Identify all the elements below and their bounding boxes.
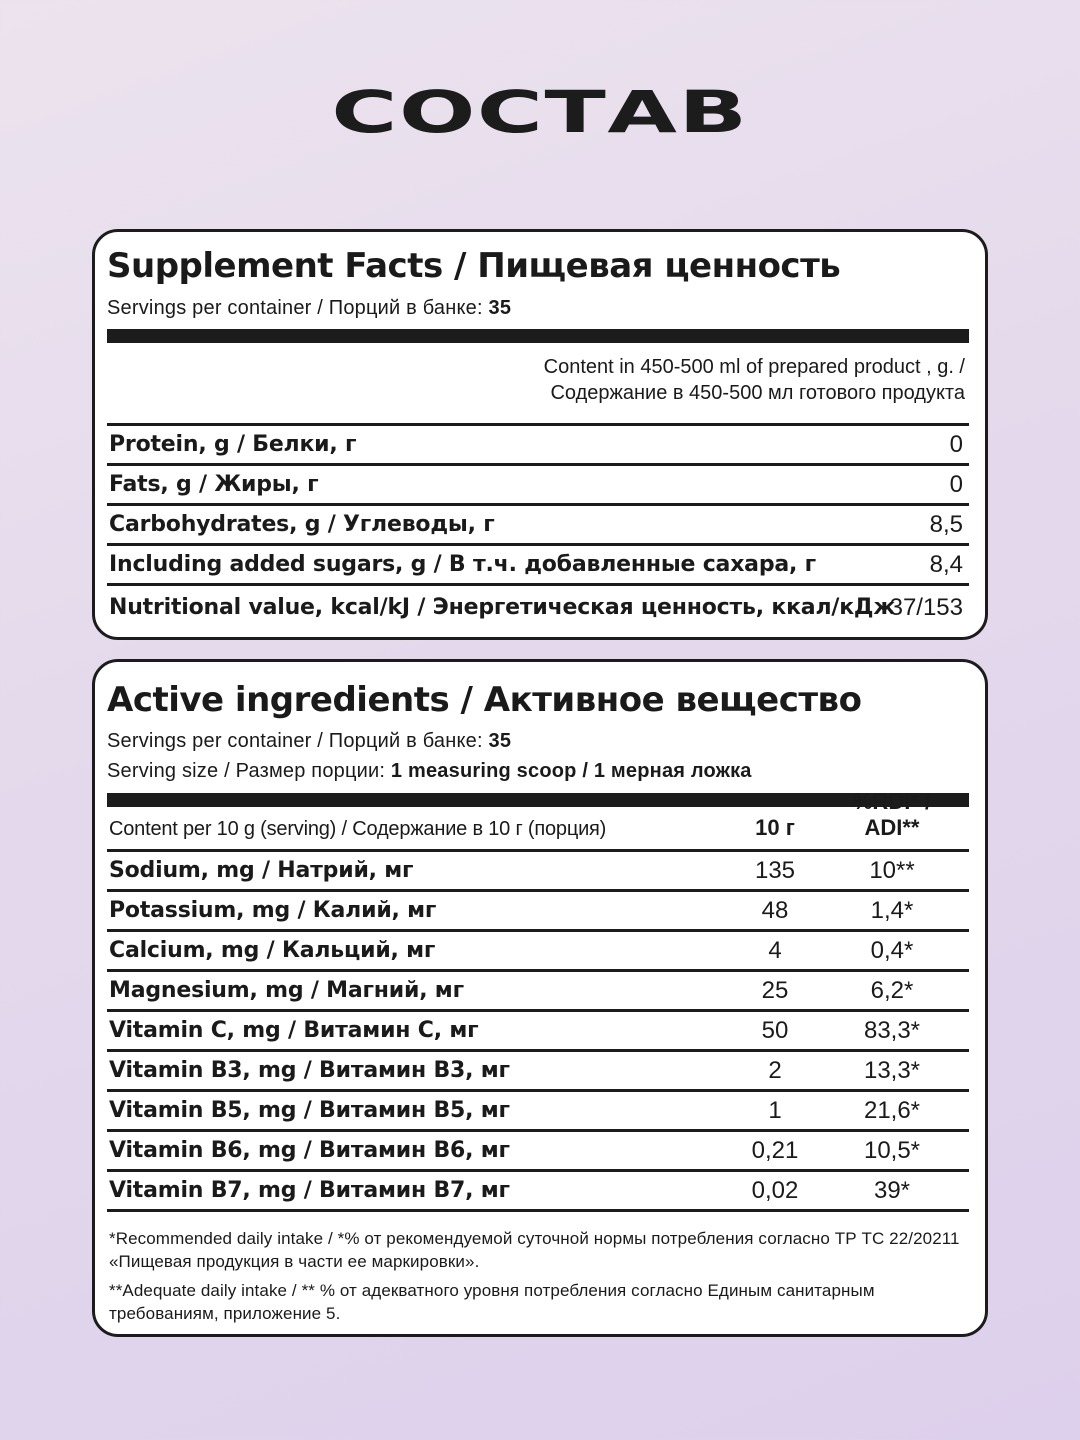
supplement-facts-panel: [92, 229, 988, 640]
servings-label: Servings per container / Порций в банке:: [107, 297, 483, 319]
row-label: Vitamin B5, mg / Витамин B5, мг: [109, 1098, 510, 1123]
row-value: 37/153: [889, 594, 963, 621]
supplement-facts-title: Supplement Facts / Пищевая ценность: [107, 246, 841, 286]
row-amount: 1: [768, 1097, 782, 1124]
row-label: Vitamin C, mg / Витамин С, мг: [109, 1018, 479, 1043]
page-title: СОСТАВ: [331, 78, 749, 146]
row-amount: 0,02: [751, 1177, 799, 1204]
footnote-rdi: *Recommended daily intake / *% от рекомендуемой суточной нормы потребления согласно ТР ТС 22/20211 «Пищевая продукция в части ее маркировки».: [109, 1229, 960, 1271]
header-label: Content per 10 g (serving) / Содержание в 10 г (порция): [109, 818, 607, 840]
row-rdi: 1,4*: [870, 897, 914, 924]
header-rdi: %RDI* / ADI**: [852, 789, 932, 840]
row-amount: 50: [761, 1017, 789, 1044]
row-amount: 2: [768, 1057, 782, 1084]
row-rdi: 39*: [873, 1177, 911, 1204]
table-row: [107, 1012, 969, 1052]
row-value: 0: [949, 431, 963, 458]
row-label: Vitamin B6, mg / Витамин B6, мг: [109, 1138, 510, 1163]
row-label: Calcium, mg / Кальций, мг: [109, 938, 436, 963]
row-rdi: 10**: [869, 857, 915, 884]
row-amount: 25: [761, 977, 789, 1004]
serving-size: [107, 760, 752, 783]
table-row: [107, 1132, 969, 1172]
row-value: 8,4: [929, 551, 963, 578]
row-label: Fats, g / Жиры, г: [109, 472, 319, 497]
row-amount: 48: [761, 897, 789, 924]
table-row: [107, 972, 969, 1012]
thick-divider: [107, 793, 969, 807]
table-row: [107, 892, 969, 932]
footnote-adi: **Adequate daily intake / ** % от адекватного уровня потребления согласно Единым санитарным требованиям, приложение 5.: [109, 1281, 875, 1323]
table-row: [107, 852, 969, 892]
row-rdi: 10,5*: [863, 1137, 921, 1164]
row-rdi: 21,6*: [863, 1097, 921, 1124]
row-label: Carbohydrates, g / Углеводы, г: [109, 512, 495, 537]
table-row: [107, 1052, 969, 1092]
header-amount: 10 г: [755, 815, 795, 840]
servings-value: 35: [488, 297, 512, 319]
row-label: Magnesium, mg / Магний, мг: [109, 978, 464, 1003]
table-header-row: [107, 789, 969, 852]
row-rdi: 83,3*: [863, 1017, 921, 1044]
table-row: [107, 1172, 969, 1212]
row-label: Vitamin B7, mg / Витамин B7, мг: [109, 1178, 510, 1203]
row-value: 8,5: [929, 511, 963, 538]
table-row: [107, 586, 969, 626]
row-amount: 4: [768, 937, 782, 964]
table-row: [107, 1092, 969, 1132]
row-label: Including added sugars, g / В т.ч. добавленные сахара, г: [109, 552, 816, 577]
row-label: Vitamin B3, mg / Витамин B3, мг: [109, 1058, 510, 1083]
row-value: 0: [949, 471, 963, 498]
content-note-line2: Содержание в 450-500 мл готового продукта: [550, 382, 965, 404]
content-note-line1: Content in 450-500 ml of prepared product , g. /: [543, 356, 965, 378]
active-ingredients-title: Active ingredients / Активное вещество: [107, 680, 862, 720]
row-label: Nutritional value, kcal/kJ / Энергетическая ценность, ккал/кДж: [109, 595, 896, 620]
table-row: [107, 506, 969, 546]
row-rdi: 6,2*: [870, 977, 914, 1004]
row-label: Sodium, mg / Натрий, мг: [109, 858, 414, 883]
content-note: [544, 354, 965, 406]
active-ingredients-panel: [92, 659, 988, 1337]
row-label: Protein, g / Белки, г: [109, 432, 357, 457]
row-amount: 0,21: [751, 1137, 799, 1164]
row-rdi: 13,3*: [863, 1057, 921, 1084]
table-row: [107, 932, 969, 972]
table-row: [107, 466, 969, 506]
row-amount: 135: [754, 857, 796, 884]
row-rdi: 0,4*: [870, 937, 914, 964]
table-row: [107, 546, 969, 586]
servings-value: 35: [488, 730, 512, 752]
servings-label: Servings per container / Порций в банке:: [107, 730, 483, 752]
serving-size-value: 1 measuring scoop / 1 мерная ложка: [390, 760, 752, 782]
table-row: [107, 426, 969, 466]
servings-per-container: [107, 297, 511, 320]
row-label: Potassium, mg / Калий, мг: [109, 898, 437, 923]
servings-per-container: [107, 730, 511, 753]
serving-size-label: Serving size / Размер порции:: [107, 760, 386, 782]
thick-divider: [107, 329, 969, 343]
footnotes: [109, 1227, 973, 1331]
